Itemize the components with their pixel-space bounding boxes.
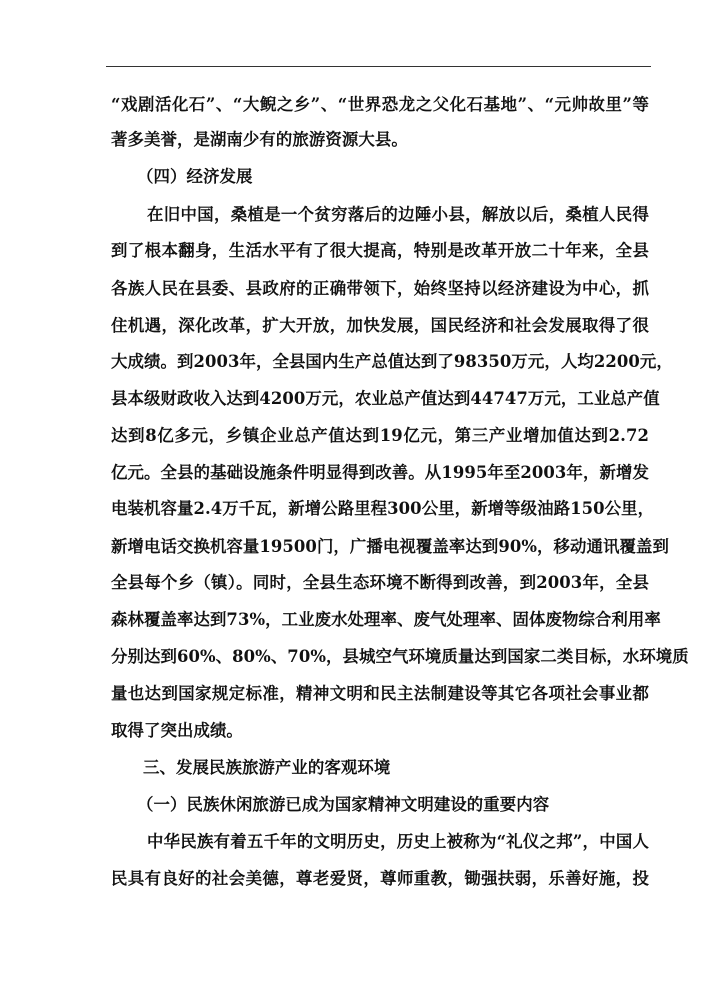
paragraph-line: 新增电话交换机容量19500门，广播电视覆盖率达到90%，移动通讯覆盖到: [111, 537, 669, 556]
paragraph-line: 大成绩。到2003年，全县国内生产总值达到了98350万元，人均2200元，: [111, 352, 673, 371]
paragraph-line: 住机遇，深化改革，扩大开放，加快发展，国民经济和社会发展取得了很: [111, 316, 649, 335]
paragraph-line: 全县每个乡（镇）。同时，全县生态环境不断得到改善，到2003年，全县: [111, 573, 649, 592]
paragraph-line: 到了根本翻身，生活水平有了很大提高，特别是改革开放二十年来，全县: [111, 241, 649, 260]
header-rule: [106, 66, 651, 67]
paragraph-line: 著多美誉，是湖南少有的旅游资源大县。: [111, 130, 408, 149]
paragraph-line: 达到8亿多元，乡镇企业总产值达到19亿元，第三产业增加值达到2.72: [111, 426, 649, 445]
paragraph-line: 取得了突出成绩。: [111, 721, 243, 740]
paragraph-line: 中华民族有着五千年的文明历史，历史上被称为“礼仪之邦”，中国人: [147, 832, 649, 851]
section-heading: 三、发展民族旅游产业的客观环境: [143, 758, 391, 777]
paragraph-line: 分别达到60%、80%、70%，县城空气环境质量达到国家二类目标，水环境质: [111, 647, 689, 666]
section-heading: （四）经济发展: [137, 167, 253, 186]
paragraph-line: 亿元。全县的基础设施条件明显得到改善。从1995年至2003年，新增发: [111, 463, 649, 482]
paragraph-line: 电装机容量2.4万千瓦，新增公路里程300公里，新增等级油路150公里，: [111, 499, 655, 518]
paragraph-line: 县本级财政收入达到4200万元，农业总产值达到44747万元，工业总产值: [111, 389, 660, 408]
subsection-heading: （一）民族休闲旅游已成为国家精神文明建设的重要内容: [137, 795, 550, 814]
paragraph-line: 各族人民在县委、县政府的正确带领下，始终坚持以经济建设为中心，抓: [111, 279, 649, 298]
paragraph-line: 在旧中国，桑植是一个贫穷落后的边陲小县，解放以后，桑植人民得: [147, 205, 649, 224]
paragraph-line: “戏剧活化石”、“大鲵之乡”、“世界恐龙之父化石基地”、“元帅故里”等: [111, 95, 649, 114]
paragraph-line: 民具有良好的社会美德，尊老爱贤，尊师重教，锄强扶弱，乐善好施，投: [111, 869, 649, 888]
paragraph-line: 森林覆盖率达到73%，工业废水处理率、废气处理率、固体废物综合利用率: [111, 610, 661, 629]
paragraph-line: 量也达到国家规定标准，精神文明和民主法制建设等其它各项社会事业都: [111, 684, 649, 703]
